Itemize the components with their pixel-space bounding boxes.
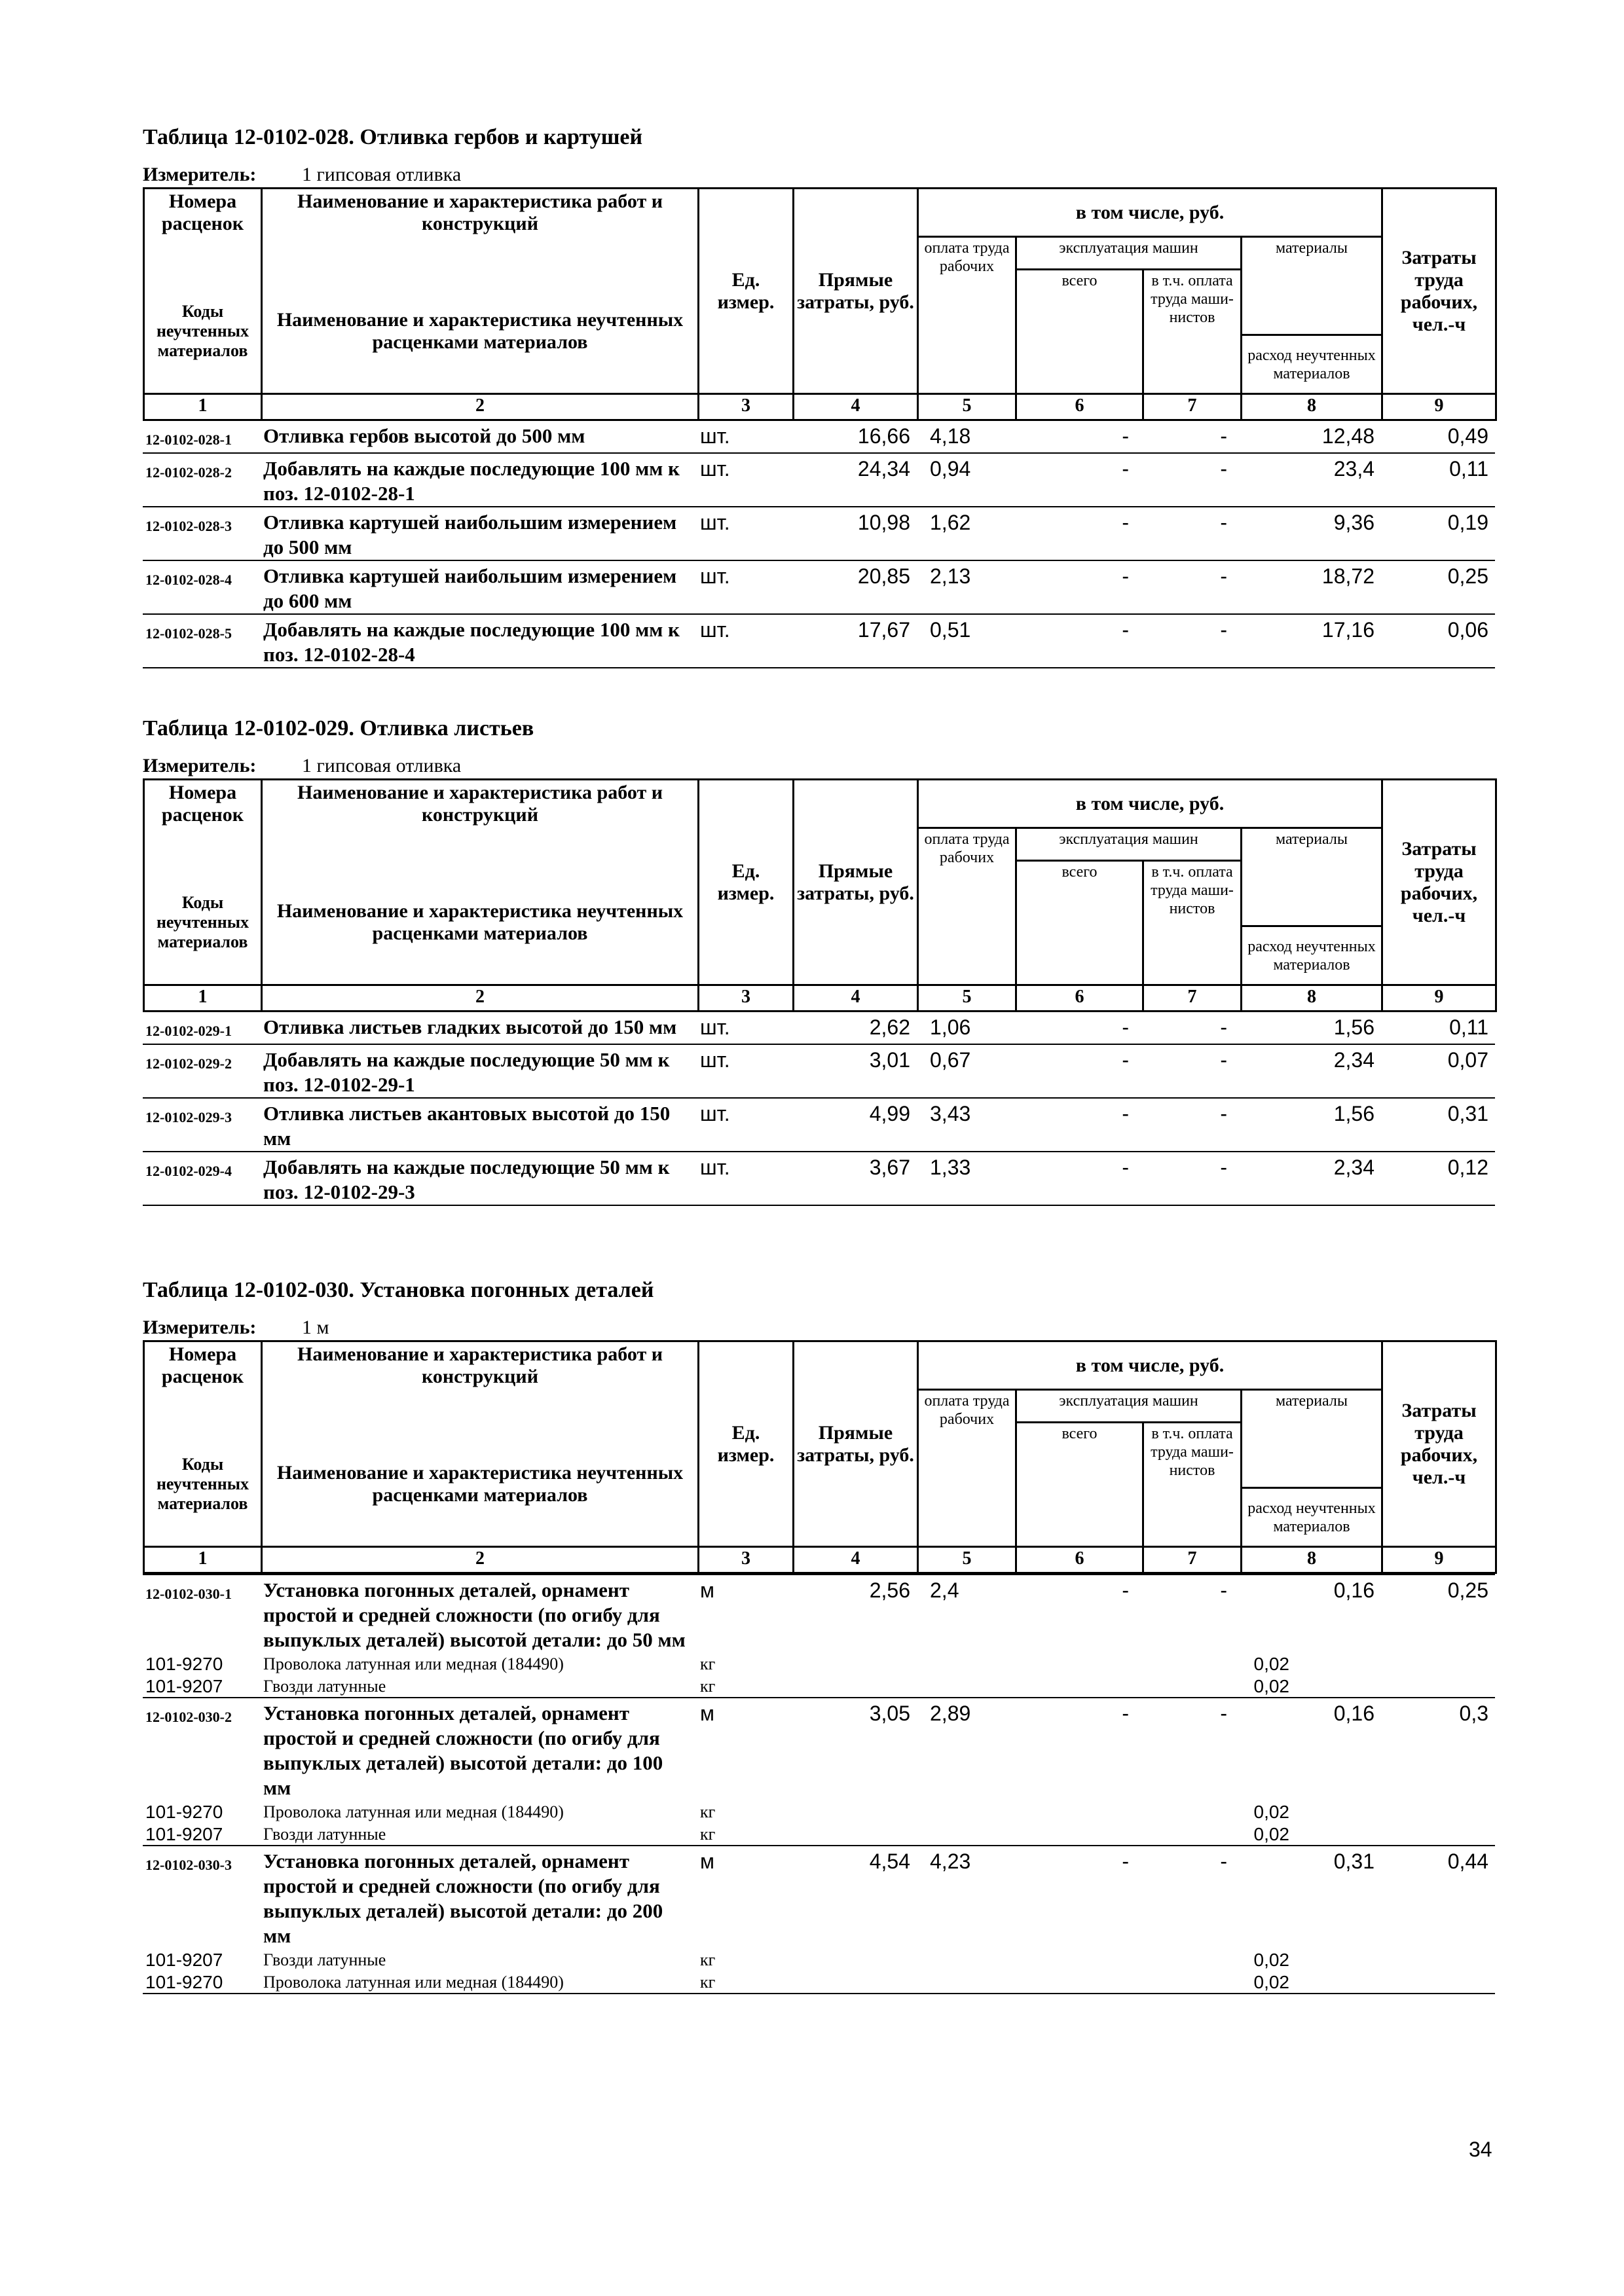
hdr-direct: Прямые затраты, руб.	[794, 189, 918, 394]
rate-code: 12-0102-029-3	[143, 1098, 261, 1152]
materials-cost: 1,56	[1240, 1012, 1381, 1044]
hdr-col-number: 1	[144, 394, 262, 420]
labor-cost: 0,06	[1381, 614, 1495, 668]
table-row	[143, 1044, 1495, 1098]
hdr-total: всего	[1016, 270, 1143, 394]
rate-code: 12-0102-028-4	[143, 560, 261, 614]
wages-cost: 4,23	[917, 1846, 1015, 1948]
material-name: Гвозди латунные	[263, 1825, 386, 1844]
work-name: Установка погонных деталей, орнамент простой и средней сложности (по огибу для выпуклых деталей) высотой детали: до 50 мм	[261, 1575, 697, 1652]
work-name: Установка погонных деталей, орнамент простой и средней сложности (по огибу для выпуклых деталей) высотой детали: до 200 мм	[261, 1846, 697, 1948]
hdr-col-number: 8	[1242, 1547, 1382, 1573]
material-empty	[1381, 1652, 1495, 1675]
hdr-col-number: 3	[699, 394, 794, 420]
measure-label: Измеритель:	[143, 1317, 257, 1338]
machines-cost: -	[1015, 614, 1142, 668]
hdr-materials: материалы	[1242, 1390, 1382, 1462]
labor-cost: 0,44	[1381, 1846, 1495, 1948]
table-row	[143, 614, 1495, 668]
hdr-col-number: 6	[1016, 1547, 1143, 1573]
hdr-name-bottom: Наименование и характеристика неучтенных расценками материалов	[262, 1423, 699, 1547]
hdr-labor: Затраты труда рабочих, чел.-ч	[1382, 189, 1496, 394]
material-empty	[1381, 1675, 1495, 1698]
header-table	[143, 1340, 1497, 1574]
labor-cost: 0,25	[1381, 1575, 1495, 1652]
measure-label: Измеритель:	[143, 164, 257, 185]
machines-cost: -	[1015, 507, 1142, 560]
rate-code: 12-0102-028-1	[143, 421, 261, 453]
table-row	[143, 453, 1495, 507]
material-row	[143, 1971, 1495, 1994]
direct-cost: 2,56	[792, 1575, 917, 1652]
unit-cell: м	[697, 1846, 792, 1948]
table-section	[143, 1277, 1495, 1994]
material-unit: кг	[700, 1825, 716, 1844]
material-consumption: 0,02	[1253, 1950, 1289, 1970]
material-unit: кг	[700, 1950, 716, 1969]
hdr-labor: Затраты труда рабочих, чел.-ч	[1382, 1341, 1496, 1547]
material-empty	[1381, 1823, 1495, 1846]
rate-code: 12-0102-030-1	[143, 1575, 261, 1652]
material-code: 101-9207	[145, 1824, 223, 1844]
work-name: Отливка картушей наибольшим измерением до 600 мм	[261, 560, 697, 614]
hdr-incl-wages: в т.ч. оплата труда маши- нистов	[1143, 1423, 1242, 1547]
table-row	[143, 560, 1495, 614]
rate-code: 12-0102-028-2	[143, 453, 261, 507]
work-name: Установка погонных деталей, орнамент простой и средней сложности (по огибу для выпуклых деталей) высотой детали: до 100 мм	[261, 1698, 697, 1800]
header-table	[143, 778, 1497, 1012]
material-name: Проволока латунная или медная (184490)	[263, 1654, 564, 1673]
materials-cost: 23,4	[1240, 453, 1381, 507]
direct-cost: 4,99	[792, 1098, 917, 1152]
work-name: Добавлять на каждые последующие 50 мм к поз. 12-0102-29-1	[261, 1044, 697, 1098]
labor-cost: 0,49	[1381, 421, 1495, 453]
table-header	[143, 778, 1495, 1012]
table-section	[143, 124, 1495, 668]
wages-cost: 3,43	[917, 1098, 1015, 1152]
unit-cell: шт.	[697, 1152, 792, 1205]
table-row	[143, 1152, 1495, 1205]
unit-cell: м	[697, 1698, 792, 1800]
material-code: 101-9270	[143, 1971, 261, 1994]
unit-cell: шт.	[697, 453, 792, 507]
material-name: Проволока латунная или медная (184490)	[263, 1802, 564, 1821]
hdr-wages: оплата труда рабочих	[918, 237, 1016, 394]
material-row	[143, 1800, 1495, 1823]
direct-cost: 3,05	[792, 1698, 917, 1800]
hdr-materials-gap	[1242, 1462, 1382, 1488]
material-name: Гвозди латунные	[263, 1950, 386, 1969]
hdr-labor: Затраты труда рабочих, чел.-ч	[1382, 780, 1496, 985]
hdr-incl-wages: в т.ч. оплата труда маши- нистов	[1143, 270, 1242, 394]
hdr-col-number: 7	[1143, 985, 1242, 1011]
hdr-unit: Ед. измер.	[699, 1341, 794, 1547]
hdr-col-number: 6	[1016, 985, 1143, 1011]
direct-cost: 17,67	[792, 614, 917, 668]
material-row	[143, 1675, 1495, 1698]
hdr-wages: оплата труда рабочих	[918, 1390, 1016, 1547]
hdr-col-number: 1	[144, 1547, 262, 1573]
table-row	[143, 507, 1495, 560]
hdr-name-bottom: Наименование и характеристика неучтенных расценками материалов	[262, 270, 699, 394]
measure-line	[143, 1317, 1495, 1339]
work-name: Добавлять на каждые последующие 100 мм к поз. 12-0102-28-4	[261, 614, 697, 668]
rate-code: 12-0102-029-2	[143, 1044, 261, 1098]
material-empty	[1381, 1948, 1495, 1971]
machinist-wages: -	[1142, 453, 1240, 507]
table-header	[143, 1340, 1495, 1574]
direct-cost: 3,01	[792, 1044, 917, 1098]
hdr-machines: эксплуатация машин	[1016, 237, 1242, 270]
material-empty	[1381, 1800, 1495, 1823]
direct-cost: 20,85	[792, 560, 917, 614]
hdr-col-number: 5	[918, 985, 1016, 1011]
work-name: Добавлять на каждые последующие 50 мм к поз. 12-0102-29-3	[261, 1152, 697, 1205]
hdr-unit: Ед. измер.	[699, 189, 794, 394]
hdr-col-number: 4	[794, 1547, 918, 1573]
labor-cost: 0,11	[1381, 1012, 1495, 1044]
measure-value: 1 м	[302, 1317, 329, 1338]
materials-cost: 2,34	[1240, 1044, 1381, 1098]
material-code: 101-9207	[145, 1676, 223, 1696]
hdr-name-top: Наименование и характеристика работ и конструкций	[262, 1341, 699, 1423]
table-body	[143, 1012, 1495, 1206]
unit-cell: шт.	[697, 421, 792, 453]
table-body	[143, 1574, 1495, 1994]
hdr-machines: эксплуатация машин	[1016, 828, 1242, 861]
hdr-materials: материалы	[1242, 237, 1382, 309]
measure-label: Измеритель:	[143, 755, 257, 776]
machinist-wages: -	[1142, 421, 1240, 453]
hdr-col-number: 5	[918, 1547, 1016, 1573]
hdr-unaccounted: расход неучтенных материалов	[1242, 1488, 1382, 1547]
measure-line	[143, 164, 1495, 186]
hdr-materials: материалы	[1242, 828, 1382, 900]
hdr-col-number: 2	[262, 985, 699, 1011]
labor-cost: 0,31	[1381, 1098, 1495, 1152]
unit-cell: шт.	[697, 1012, 792, 1044]
machines-cost: -	[1015, 1098, 1142, 1152]
material-unit: кг	[700, 1677, 716, 1696]
labor-cost: 0,3	[1381, 1698, 1495, 1800]
hdr-col-number: 4	[794, 394, 918, 420]
work-name: Отливка картушей наибольшим измерением до 500 мм	[261, 507, 697, 560]
hdr-col-number: 7	[1143, 1547, 1242, 1573]
labor-cost: 0,25	[1381, 560, 1495, 614]
hdr-name-top: Наименование и характеристика работ и конструкций	[262, 780, 699, 861]
work-name: Отливка листьев акантовых высотой до 150 мм	[261, 1098, 697, 1152]
hdr-materials-gap	[1242, 309, 1382, 335]
rate-code: 12-0102-029-4	[143, 1152, 261, 1205]
work-name: Отливка гербов высотой до 500 мм	[261, 421, 697, 453]
material-consumption: 0,02	[792, 1971, 1381, 1994]
material-consumption: 0,02	[1253, 1676, 1289, 1696]
unit-cell: шт.	[697, 614, 792, 668]
materials-cost: 1,56	[1240, 1098, 1381, 1152]
material-row	[143, 1823, 1495, 1846]
hdr-total: всего	[1016, 1423, 1143, 1547]
table-row	[143, 1098, 1495, 1152]
table-row	[143, 1575, 1495, 1652]
direct-cost: 2,62	[792, 1012, 917, 1044]
hdr-col-number: 4	[794, 985, 918, 1011]
measure-value: 1 гипсовая отливка	[302, 755, 462, 776]
material-unit: кг	[700, 1654, 716, 1673]
material-code: 101-9270	[145, 1654, 223, 1674]
machines-cost: -	[1015, 453, 1142, 507]
hdr-col-number: 8	[1242, 394, 1382, 420]
hdr-col-number: 9	[1382, 394, 1496, 420]
hdr-name-top: Наименование и характеристика работ и конструкций	[262, 189, 699, 270]
table-title: Таблица 12-0102-028. Отливка гербов и картушей	[143, 125, 643, 149]
material-row	[143, 1652, 1495, 1675]
work-name: Отливка листьев гладких высотой до 150 мм	[261, 1012, 697, 1044]
rate-code: 12-0102-028-5	[143, 614, 261, 668]
unit-cell: шт.	[697, 1044, 792, 1098]
material-code: 101-9207	[145, 1950, 223, 1970]
wages-cost: 0,51	[917, 614, 1015, 668]
hdr-direct: Прямые затраты, руб.	[794, 780, 918, 985]
labor-cost: 0,19	[1381, 507, 1495, 560]
wages-cost: 2,13	[917, 560, 1015, 614]
table-row	[143, 421, 1495, 453]
unit-cell: шт.	[697, 560, 792, 614]
material-unit: кг	[697, 1971, 792, 1994]
labor-cost: 0,11	[1381, 453, 1495, 507]
machinist-wages: -	[1142, 1846, 1240, 1948]
hdr-code-top: Номера расценок	[144, 780, 262, 861]
hdr-code-bottom: Коды неучтенных материалов	[144, 270, 262, 394]
hdr-code-top: Номера расценок	[144, 1341, 262, 1423]
machines-cost: -	[1015, 1152, 1142, 1205]
materials-cost: 17,16	[1240, 614, 1381, 668]
machines-cost: -	[1015, 1044, 1142, 1098]
materials-cost: 0,16	[1240, 1698, 1381, 1800]
materials-cost: 0,16	[1240, 1575, 1381, 1652]
hdr-col-number: 8	[1242, 985, 1382, 1011]
hdr-col-number: 6	[1016, 394, 1143, 420]
material-consumption: 0,02	[1253, 1802, 1289, 1822]
direct-cost: 16,66	[792, 421, 917, 453]
direct-cost: 3,67	[792, 1152, 917, 1205]
machines-cost: -	[1015, 560, 1142, 614]
wages-cost: 0,67	[917, 1044, 1015, 1098]
material-consumption: 0,02	[1253, 1654, 1289, 1674]
rate-code: 12-0102-030-3	[143, 1846, 261, 1948]
machinist-wages: -	[1142, 1044, 1240, 1098]
measure-line	[143, 755, 1495, 777]
work-name: Добавлять на каждые последующие 100 мм к поз. 12-0102-28-1	[261, 453, 697, 507]
hdr-code-top: Номера расценок	[144, 189, 262, 270]
machinist-wages: -	[1142, 1575, 1240, 1652]
table-section	[143, 716, 1495, 1206]
hdr-materials-gap	[1242, 900, 1382, 926]
hdr-col-number: 2	[262, 394, 699, 420]
hdr-name-bottom: Наименование и характеристика неучтенных расценками материалов	[262, 861, 699, 985]
hdr-incl: в том числе, руб.	[918, 189, 1382, 237]
machines-cost: -	[1015, 1012, 1142, 1044]
wages-cost: 2,89	[917, 1698, 1015, 1800]
hdr-incl: в том числе, руб.	[918, 1341, 1382, 1390]
hdr-col-number: 9	[1382, 1547, 1496, 1573]
unit-cell: м	[697, 1575, 792, 1652]
hdr-wages: оплата труда рабочих	[918, 828, 1016, 985]
table-body	[143, 421, 1495, 668]
hdr-col-number: 5	[918, 394, 1016, 420]
table-row	[143, 1012, 1495, 1044]
table-row	[143, 1698, 1495, 1800]
materials-cost: 9,36	[1240, 507, 1381, 560]
table-title: Таблица 12-0102-030. Установка погонных деталей	[143, 1278, 654, 1302]
materials-cost: 12,48	[1240, 421, 1381, 453]
hdr-unaccounted: расход неучтенных материалов	[1242, 335, 1382, 394]
hdr-col-number: 3	[699, 1547, 794, 1573]
hdr-unaccounted: расход неучтенных материалов	[1242, 926, 1382, 985]
rate-code: 12-0102-030-2	[143, 1698, 261, 1800]
material-consumption: 0,02	[1253, 1824, 1289, 1844]
materials-cost: 18,72	[1240, 560, 1381, 614]
machinist-wages: -	[1142, 1698, 1240, 1800]
materials-cost: 0,31	[1240, 1846, 1381, 1948]
hdr-col-number: 3	[699, 985, 794, 1011]
direct-cost: 24,34	[792, 453, 917, 507]
machines-cost: -	[1015, 1698, 1142, 1800]
machinist-wages: -	[1142, 1152, 1240, 1205]
hdr-machines: эксплуатация машин	[1016, 1390, 1242, 1423]
unit-cell: шт.	[697, 1098, 792, 1152]
wages-cost: 1,06	[917, 1012, 1015, 1044]
hdr-col-number: 1	[144, 985, 262, 1011]
wages-cost: 1,62	[917, 507, 1015, 560]
table-header	[143, 187, 1495, 421]
page-number: 34	[1469, 2138, 1492, 2161]
material-empty	[1381, 1971, 1495, 1994]
labor-cost: 0,07	[1381, 1044, 1495, 1098]
material-unit: кг	[700, 1802, 716, 1821]
hdr-col-number: 2	[262, 1547, 699, 1573]
machines-cost: -	[1015, 1575, 1142, 1652]
hdr-direct: Прямые затраты, руб.	[794, 1341, 918, 1547]
machines-cost: -	[1015, 421, 1142, 453]
machines-cost: -	[1015, 1846, 1142, 1948]
rate-code: 12-0102-029-1	[143, 1012, 261, 1044]
direct-cost: 4,54	[792, 1846, 917, 1948]
unit-cell: шт.	[697, 507, 792, 560]
rate-code: 12-0102-028-3	[143, 507, 261, 560]
measure-value: 1 гипсовая отливка	[302, 164, 462, 185]
hdr-unit: Ед. измер.	[699, 780, 794, 985]
hdr-code-bottom: Коды неучтенных материалов	[144, 1423, 262, 1547]
hdr-incl: в том числе, руб.	[918, 780, 1382, 828]
machinist-wages: -	[1142, 614, 1240, 668]
material-code: 101-9270	[145, 1802, 223, 1822]
material-name: Проволока латунная или медная (184490)	[261, 1971, 697, 1994]
direct-cost: 10,98	[792, 507, 917, 560]
wages-cost: 2,4	[917, 1575, 1015, 1652]
material-name: Гвозди латунные	[263, 1677, 386, 1696]
machinist-wages: -	[1142, 507, 1240, 560]
machinist-wages: -	[1142, 1012, 1240, 1044]
hdr-col-number: 7	[1143, 394, 1242, 420]
hdr-code-bottom: Коды неучтенных материалов	[144, 861, 262, 985]
table-title: Таблица 12-0102-029. Отливка листьев	[143, 716, 534, 740]
machinist-wages: -	[1142, 1098, 1240, 1152]
materials-cost: 2,34	[1240, 1152, 1381, 1205]
wages-cost: 1,33	[917, 1152, 1015, 1205]
hdr-col-number: 9	[1382, 985, 1496, 1011]
header-table	[143, 187, 1497, 421]
wages-cost: 0,94	[917, 453, 1015, 507]
hdr-incl-wages: в т.ч. оплата труда маши- нистов	[1143, 861, 1242, 985]
table-row	[143, 1846, 1495, 1948]
material-row	[143, 1948, 1495, 1971]
labor-cost: 0,12	[1381, 1152, 1495, 1205]
hdr-total: всего	[1016, 861, 1143, 985]
wages-cost: 4,18	[917, 421, 1015, 453]
machinist-wages: -	[1142, 560, 1240, 614]
